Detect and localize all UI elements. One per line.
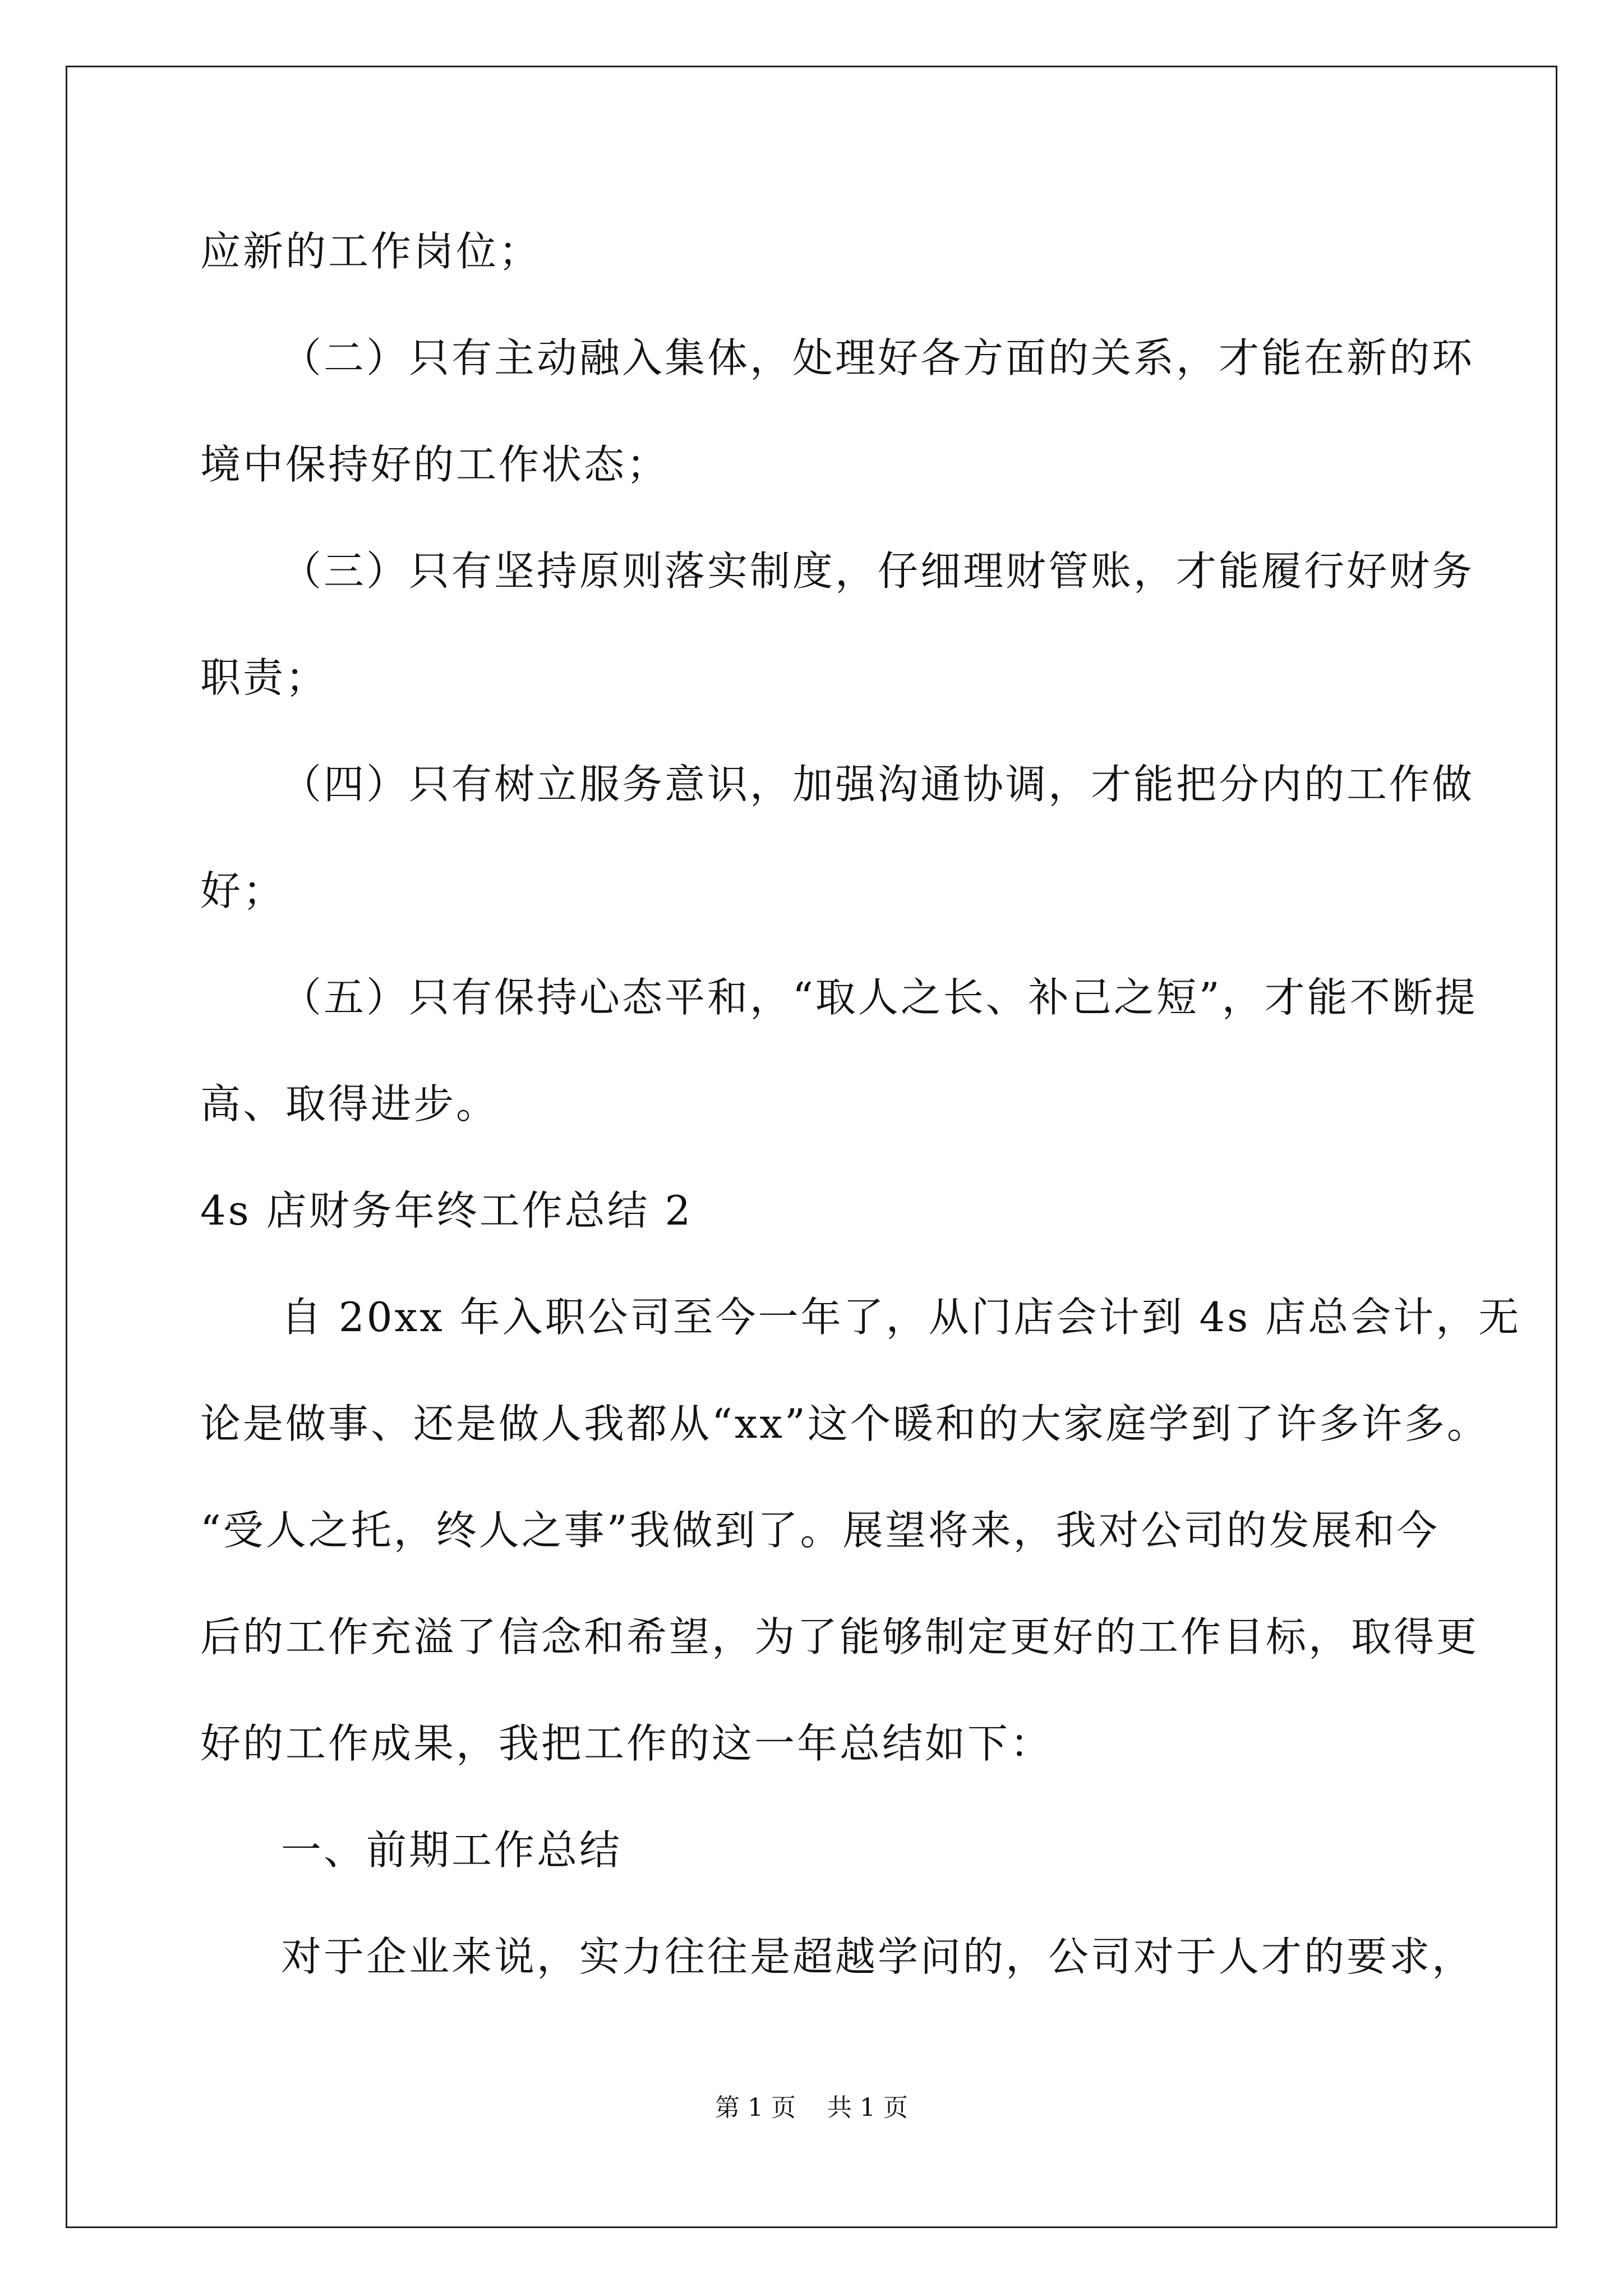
- text-line: 后的工作充溢了信念和希望，为了能够制定更好的工作目标，取得更: [200, 1613, 1479, 1660]
- text-line: 好；: [200, 867, 286, 914]
- page-border: [66, 66, 1557, 2228]
- subheading: 一、前期工作总结: [281, 1826, 623, 1874]
- text-line: “受人之托，终人之事”我做到了。展望将来，我对公司的发展和今: [200, 1507, 1440, 1554]
- section-heading: 4s 店财务年终工作总结 2: [200, 1187, 693, 1234]
- text-line: （三）只有坚持原则落实制度，仔细理财管账，才能履行好财务: [281, 547, 1475, 595]
- text-line: 论是做事、还是做人我都从“xx”这个暖和的大家庭学到了许多许多。: [200, 1400, 1490, 1447]
- text-line: （五）只有保持心态平和，“取人之长、补己之短”，才能不断提: [281, 974, 1478, 1021]
- text-line: 好的工作成果，我把工作的这一年总结如下：: [200, 1720, 1053, 1767]
- text-line: 高、取得进步。: [200, 1080, 499, 1128]
- text-line: 职责；: [200, 654, 329, 701]
- text-line: 对于企业来说，实力往往是超越学问的，公司对于人才的要求，: [281, 1933, 1475, 1980]
- text-line: （四）只有树立服务意识，加强沟通协调，才能把分内的工作做: [281, 761, 1475, 808]
- text-line: 应新的工作岗位；: [200, 228, 542, 275]
- text-line: 自 20xx 年入职公司至今一年了，从门店会计到 4s 店总会计，无: [281, 1294, 1521, 1341]
- text-line: 境中保持好的工作状态；: [200, 441, 670, 488]
- page-footer: 第 1 页 共 1 页: [715, 2093, 908, 2122]
- text-line: （二）只有主动融入集体，处理好各方面的关系，才能在新的环: [281, 334, 1475, 381]
